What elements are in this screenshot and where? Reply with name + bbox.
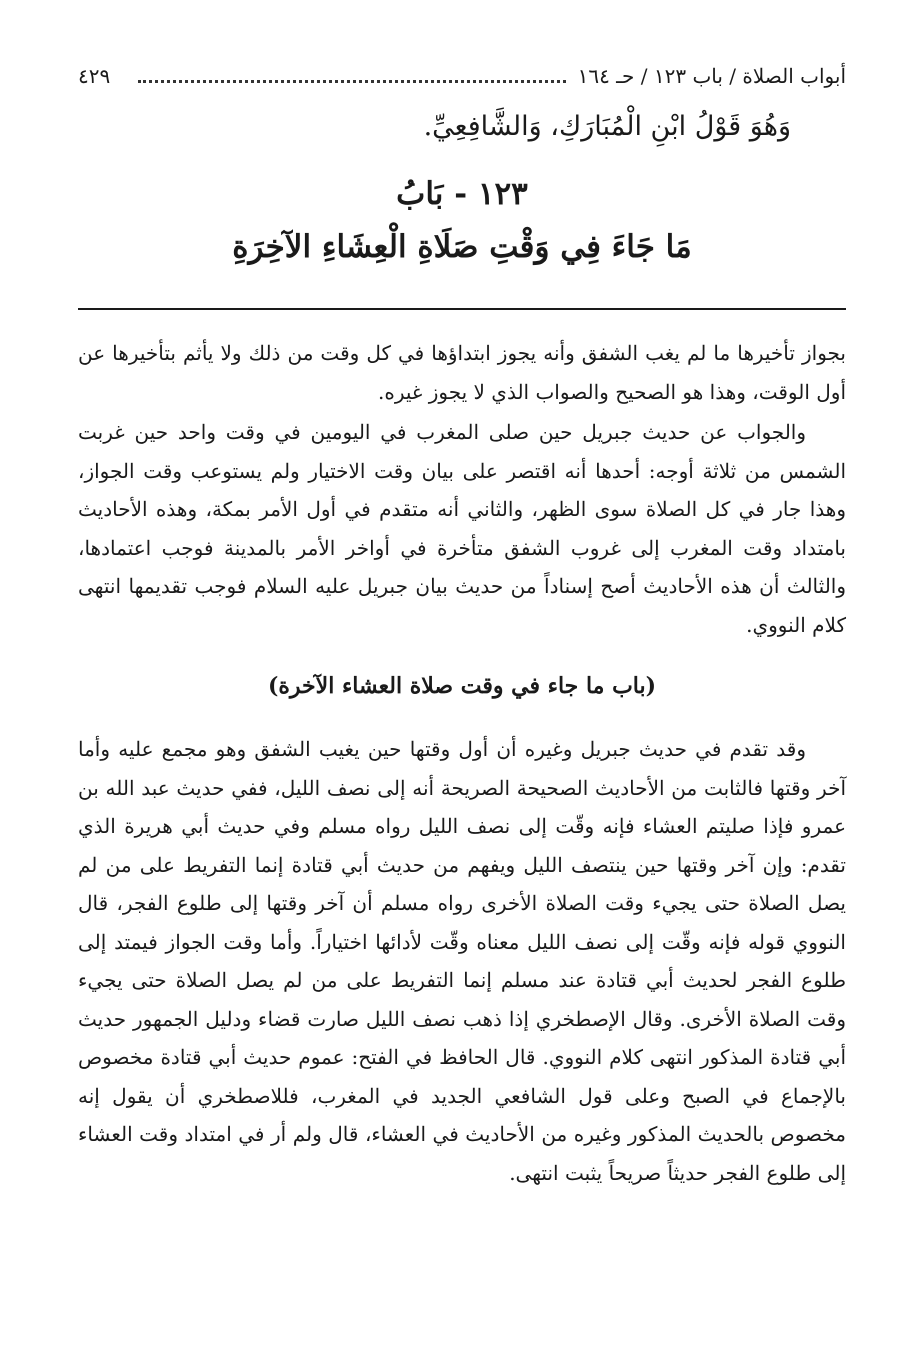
hadith-tail-text: وَهُوَ قَوْلُ ابْنِ الْمُبَارَكِ، وَالشَّافِعِيِّ. bbox=[423, 111, 791, 142]
commentary-section-heading: (باب ما جاء في وقت صلاة العشاء الآخرة) bbox=[267, 673, 657, 699]
chapter-title: مَا جَاءَ فِي وَقْتِ صَلَاةِ الْعِشَاءِ الآخِرَةِ bbox=[232, 229, 692, 265]
running-header bbox=[78, 58, 846, 94]
footnote-divider bbox=[78, 308, 846, 310]
page-number: ٤٢٩ bbox=[78, 64, 111, 88]
book-page bbox=[78, 58, 846, 1338]
commentary-section bbox=[78, 334, 846, 1192]
chapter-heading bbox=[78, 168, 846, 274]
commentary-paragraph-1: بجواز تأخيرها ما لم يغب الشفق وأنه يجوز ابتداؤها في كل وقت من ذلك ولا يأثم بتأخيرها عن أول الوقت، وهذا هو الصحيح والصواب الذي لا يجوز غيره. bbox=[78, 341, 846, 404]
commentary-paragraph-3: وقد تقدم في حديث جبريل وغيره أن أول وقتها حين يغيب الشفق وهو مجمع عليه وأما آخر وقتها فالثابت من الأحاديث الصحيحة الصريحة أنه إلى نصف الليل، ففي حديث عبد الله بن عمرو فإذا صليتم العشاء فإنه وقّت إلى نصف الليل رواه مسلم وفي حديث أبي هريرة الذي تقدم: وإن آخر وقتها حين ينتصف الليل ويفهم من حديث أبي قتادة إنما التفريط على من لم يصل الصلاة حتى يجيء وقت الصلاة الأخرى رواه مسلم أن آخر وقتها إلى طلوع الفجر، قال النووي قوله فإنه وقّت إلى نصف الليل معناه وقّت لأدائها اختياراً. وأما وقت الجواز فيمتد إلى طلوع الفجر لحديث أبي قتادة عند مسلم إنما التفريط على من لم يصل الصلاة حتى يجيء وقت الصلاة الأخرى. وقال الإصطخري إذا ذهب نصف الليل صارت قضاء ودليل الجمهور حديث أبي قتادة المذكور انتهى كلام النووي. قال الحافظ في الفتح: عموم حديث أبي قتادة مخصوص بالإجماع في الصبح وعلى قول الشافعي الجديد في المغرب، فللاصطخري أن يقول إنه مخصوص بالحديث المذكور وغيره من الأحاديث في العشاء، قال ولم أر في امتداد وقت العشاء إلى طلوع الفجر حديثاً صريحاً يثبت انتهى. bbox=[78, 737, 846, 1185]
header-dot-leader bbox=[138, 66, 566, 83]
commentary-paragraph-2: والجواب عن حديث جبريل حين صلى المغرب في اليومين في وقت واحد حين غربت الشمس من ثلاثة أوجه: أحدها أنه اقتصر على بيان وقت الاختيار ولم يستوعب وقت الجواز، وهذا جار في كل الصلاة سوى الظهر، والثاني أنه متقدم في أول الأمر بمكة، وهذه الأحاديث بامتداد وقت المغرب إلى غروب الشفق متأخرة في أواخر الأمر بالمدينة فوجب اعتمادها، والثالث أن هذه الأحاديث أصح إسناداً من حديث بيان جبريل عليه السلام فوجب تقديمها انتهى كلام النووي. bbox=[78, 420, 846, 637]
chapter-number: ١٢٣ - بَابُ bbox=[396, 176, 528, 212]
running-title: أبواب الصلاة / باب ١٢٣ / حـ ١٦٤ bbox=[577, 64, 846, 88]
